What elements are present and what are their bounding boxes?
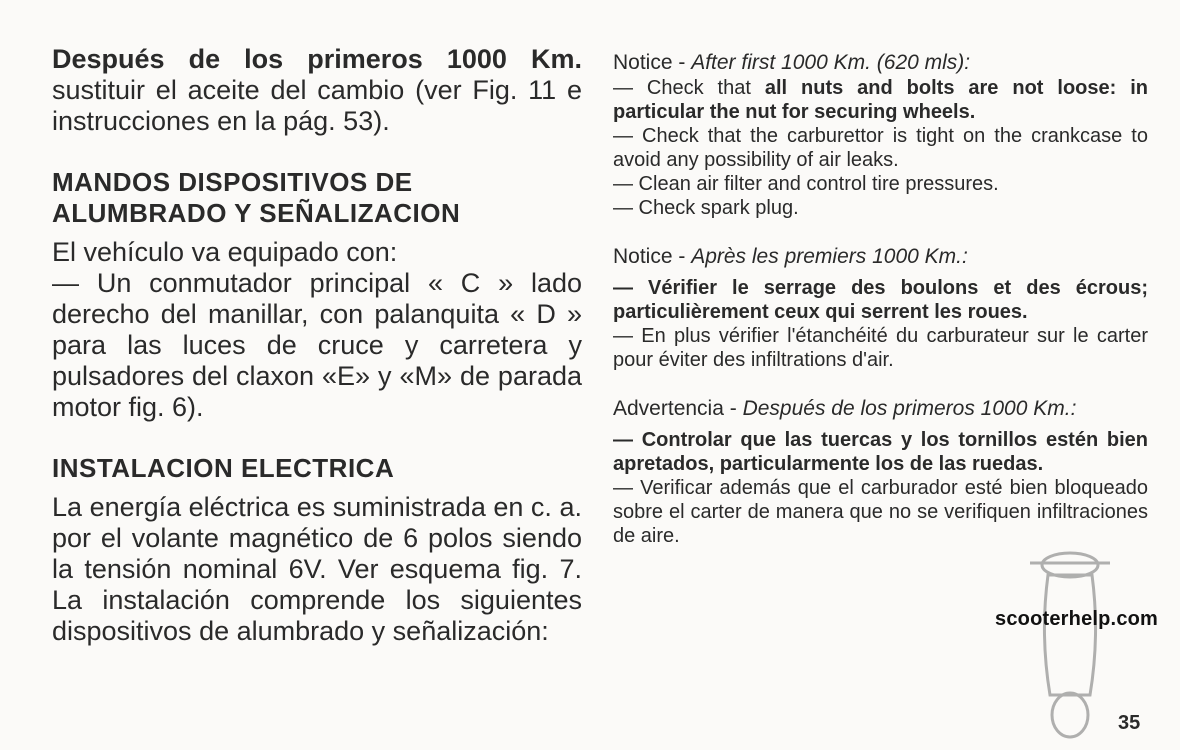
english-notice-heading: After first 1000 Km. (620 mls): xyxy=(691,51,971,74)
french-notice-label: Notice xyxy=(613,245,673,268)
spanish-column xyxy=(52,44,582,647)
gearbox-oil-paragraph xyxy=(52,44,582,137)
lighting-controls-heading: MANDOS DISPOSITIVOS DE ALUMBRADO Y SEÑALIZACION xyxy=(52,167,461,228)
french-verify-carburettor: — En plus vérifier l'étanchéité du carburateur sur le carter pour éviter des infiltrations d'air. xyxy=(613,325,1148,371)
french-notice-title xyxy=(613,244,1148,270)
equipment-intro: El vehículo va equipado con: xyxy=(52,237,398,267)
main-switch-paragraph: — Un conmutador principal « C » lado derecho del manillar, con palanquita « D » para las luces de cruce y carretera y pulsadores del claxon «E» y «M» de parada motor fig. 6). xyxy=(52,268,582,422)
spanish-notice-heading: Después de los primeros 1000 Km.: xyxy=(742,397,1077,420)
english-check-carburettor: — Check that the carburettor is tight on the crankcase to avoid any possibility of air leaks. xyxy=(613,125,1148,171)
spanish-control-nuts xyxy=(613,428,1148,476)
first-1000km-heading: Después de los primeros 1000 Km. xyxy=(52,44,582,74)
english-notice-title xyxy=(613,50,1148,76)
spanish-notice-label: Advertencia xyxy=(613,397,724,420)
english-check-prefix: — Check that xyxy=(613,77,765,99)
spanish-control-nuts-bold: — Controlar que las tuercas y los tornillos estén bien apretados, particularmente los de las ruedas. xyxy=(613,429,1148,475)
english-check-nuts xyxy=(613,76,1148,124)
electrical-installation-heading: INSTALACION ELECTRICA xyxy=(52,453,395,483)
spanish-notice-separator: - xyxy=(723,397,743,420)
spanish-verify-carburettor: — Verificar además que el carburador esté bien bloqueado sobre el carter de manera que no se verifiquen infiltraciones de aire. xyxy=(613,477,1148,547)
spanish-notice-title xyxy=(613,396,1148,422)
english-notice-label: Notice xyxy=(613,51,673,74)
english-check-nuts-bold: all nuts and bolts are not loose: in particular the nut for securing wheels. xyxy=(613,77,1148,123)
french-notice-separator: - xyxy=(672,245,692,268)
english-clean-air-filter: — Clean air filter and control tire pressures. xyxy=(613,173,999,195)
french-verify-bolts-bold: — Vérifier le serrage des boulons et des écrous; particulièrement ceux qui serrent les roues. xyxy=(613,277,1148,323)
french-notice-heading: Après les premiers 1000 Km.: xyxy=(691,245,968,268)
watermark-text: scooterhelp.com xyxy=(995,608,1159,630)
translations-column xyxy=(613,50,1148,548)
english-notice-separator: - xyxy=(672,51,692,74)
gearbox-oil-text: sustituir el aceite del cambio (ver Fig. 11 e instrucciones en la pág. 53). xyxy=(52,75,582,136)
english-check-spark-plug: — Check spark plug. xyxy=(613,197,799,219)
scooter-icon xyxy=(1010,525,1130,745)
electrical-installation-paragraph: La energía eléctrica es suministrada en c. a. por el volante magnético de 6 polos siendo la tensión nominal 6V. Ver esquema fig. 7. La instalación comprende los siguientes dispositivos de alumbrado y señalización: xyxy=(52,492,582,646)
page-number: 35 xyxy=(1118,712,1141,734)
french-verify-bolts xyxy=(613,276,1148,324)
